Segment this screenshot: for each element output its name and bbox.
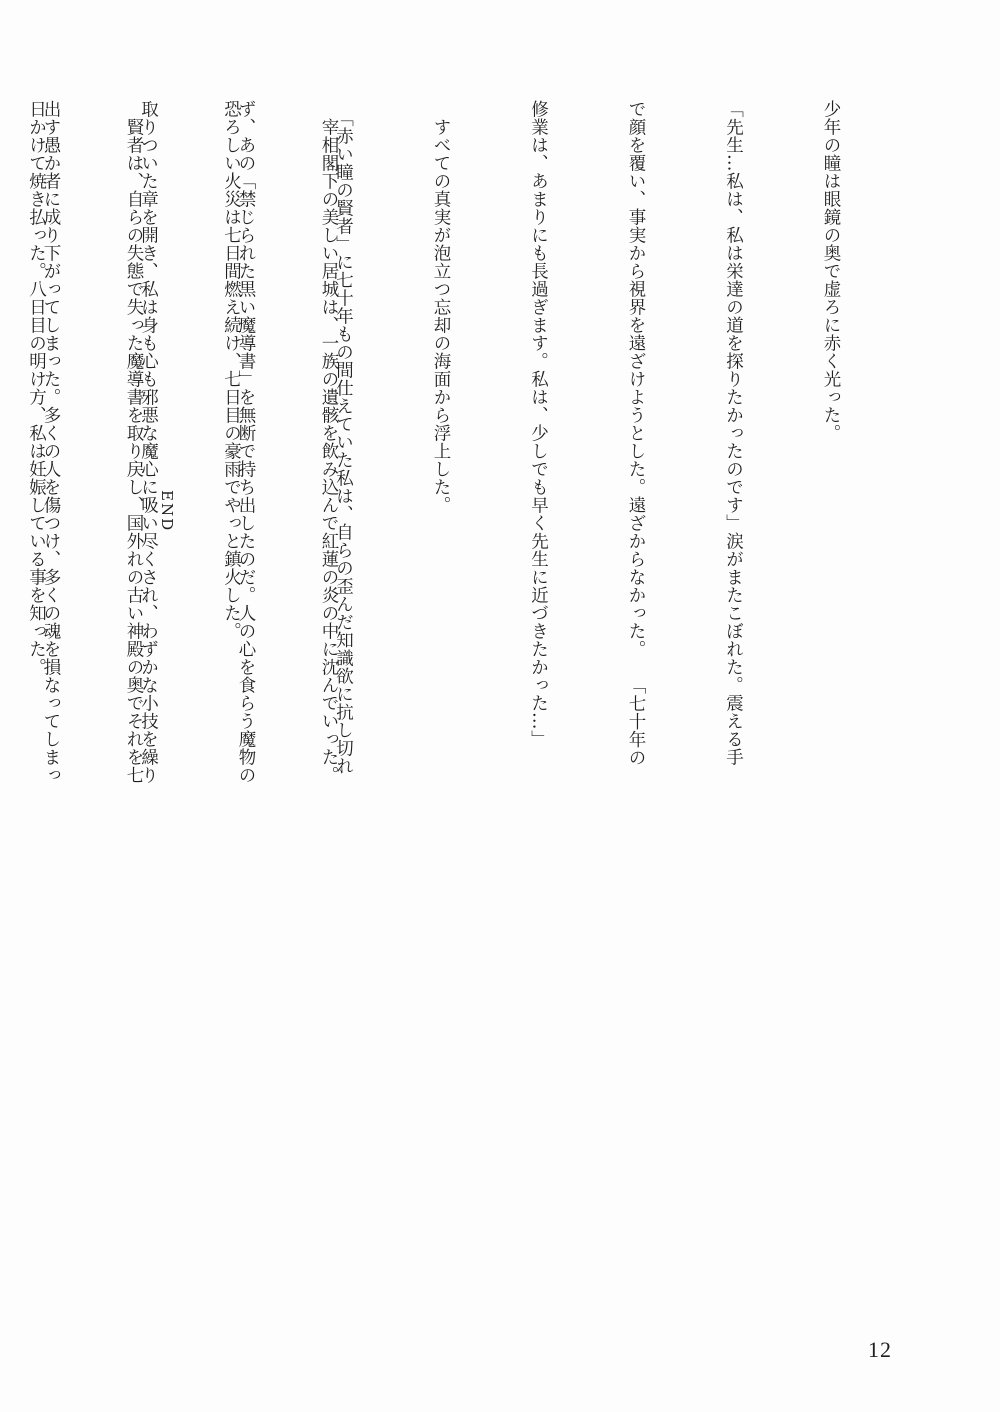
text-line: 取りついた章を開き、私は身も心も邪悪な魔心に吸い尽くされ、わずかな小技を繰り — [138, 100, 159, 784]
text-line: 出す愚か者に成り下がってしまった。多くの人を傷つけ、多くの魂を損なってしまっ — [41, 100, 61, 784]
text-line: ず、あの「禁じられた黒い魔導書」を無断で持ち出したのだ。人の心を食らう魔物の — [236, 100, 256, 784]
text-line: で顔を覆い、事実から視界を遠ざけようとした。遠ざからなかった。 「七十年の — [626, 100, 646, 767]
text-line: 「先生…私は、私は栄達の道を探りたかったのです」涙がまたこぼれた。震える手 — [723, 100, 744, 766]
text-line: 修業は、あまりにも長過ぎます。私は、少しでも早く先生に近づきたかった…」 — [528, 100, 549, 748]
text-line: 少年の瞳は眼鏡の奥で虚ろに赤く光った。 — [821, 100, 841, 442]
story-text-block-epilogue — [0, 100, 410, 784]
text-line: 恐ろしい火災は七日間燃え続け、七日目の豪雨でやっと鎮火した。 — [221, 100, 242, 640]
end-mark: END — [158, 490, 176, 533]
text-line: 宰相閣下の美しい居城は、一族の遺骸を飲み込んで紅蓮の炎の中に沈んでいった。 — [319, 100, 339, 784]
page-number: 12 — [868, 1337, 892, 1362]
text-line: 賢者は、自らの失態で失った魔導書を取り戻し、国外れの古い神殿の奥でそれを七 — [124, 100, 144, 784]
text-line: すべての真実が泡立つ忘却の海面から浮上した。 — [431, 100, 451, 514]
text-line: 「赤い瞳の賢者」に七十年もの間仕えていた私は、自らの歪んだ知識欲に抗し切れ — [333, 100, 354, 776]
text-line: 日かけて焼き払った。八日目の明け方、私は妊娠している事を知った。 — [26, 100, 47, 676]
